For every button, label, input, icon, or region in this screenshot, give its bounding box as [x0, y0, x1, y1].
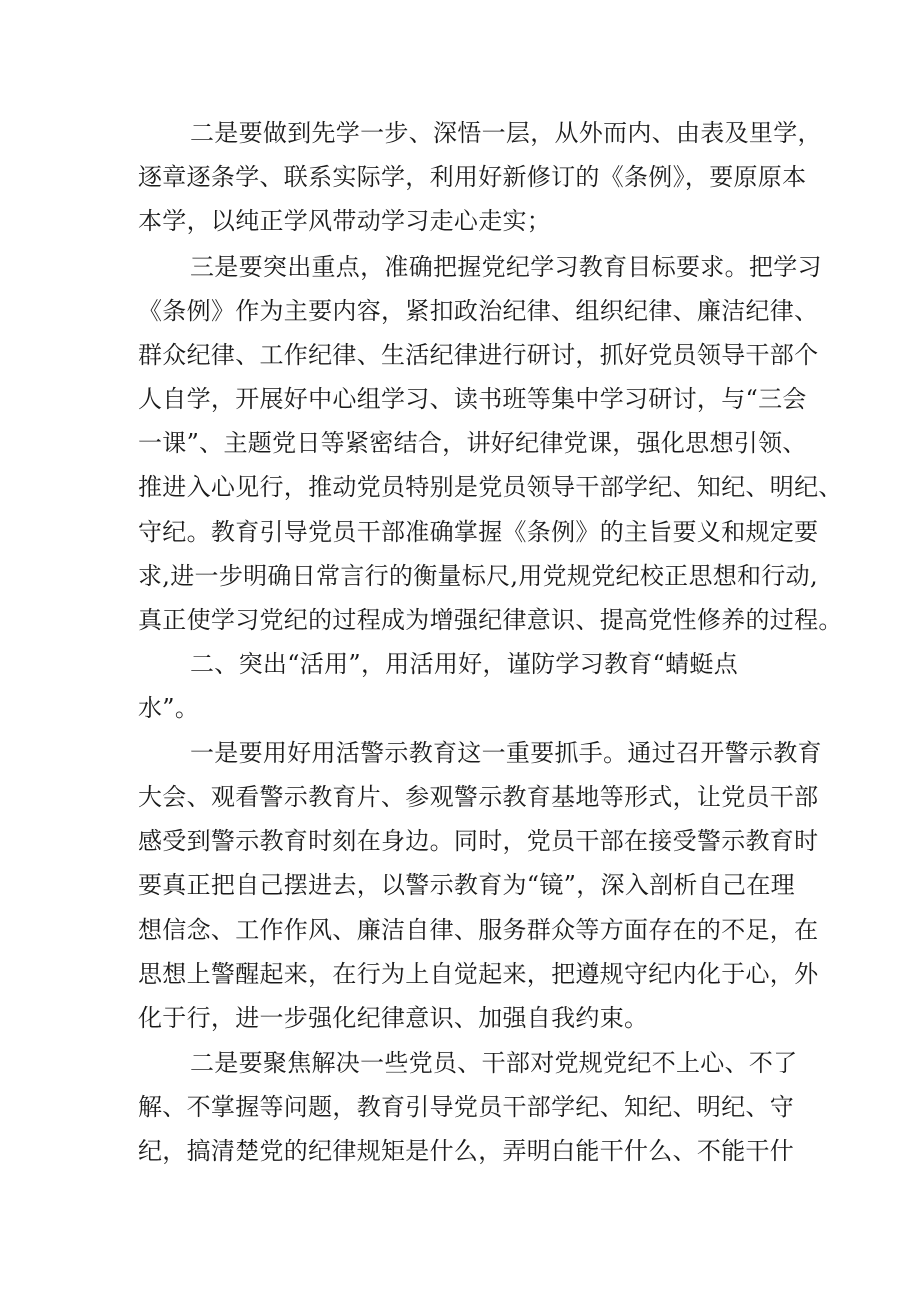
- text-line: 感受到警示教育时刻在身边。同时，党员干部在接受警示教育时: [138, 827, 819, 855]
- text-line: 一课”、主题党日等紧密结合，讲好纪律党课，强化思想引领、: [138, 429, 807, 457]
- text-line: 三是要突出重点，准确把握党纪学习教育目标要求。把学习: [190, 253, 822, 281]
- text-line: 思想上警醒起来，在行为上自觉起来，把遵规守纪内化于心，外: [138, 960, 819, 988]
- text-line: 一是要用好用活警示教育这一重要抓手。通过召开警示教育: [190, 739, 822, 767]
- text-line: 本学，以纯正学风带动学习走心走实；: [138, 207, 552, 235]
- text-line: 逐章逐条学、联系实际学，利用好新修订的《条例》，要原原本: [138, 163, 807, 191]
- text-line: 推进入心见行，推动党员特别是党员领导干部学纪、知纪、明纪、: [138, 473, 843, 501]
- text-line: 群众纪律、工作纪律、生活纪律进行研讨，抓好党员领导干部个: [138, 341, 819, 369]
- section-heading: 二、突出“活用”，用活用好，谨防学习教育“蜻蜓点: [190, 650, 739, 678]
- text-line: 《条例》作为主要内容，紧扣政治纪律、组织纪律、廉洁纪律、: [138, 297, 819, 325]
- text-line: 二是要做到先学一步、深悟一层，从外而内、由表及里学，: [190, 119, 822, 147]
- text-line: 守纪。教育引导党员干部准确掌握《条例》的主旨要义和规定要: [138, 518, 819, 546]
- text-line: 真正使学习党纪的过程成为增强纪律意识、提高党性修养的过程。: [138, 606, 843, 634]
- text-line: 二是要聚焦解决一些党员、干部对党规党纪不上心、不了: [190, 1049, 798, 1077]
- text-line: 解、不掌握等问题，教育引导党员干部学纪、知纪、明纪、守: [138, 1093, 795, 1121]
- text-line: 想信念、工作作风、廉洁自律、服务群众等方面存在的不足，在: [138, 916, 819, 944]
- text-line: 求,进一步明确日常言行的衡量标尺,用党规党纪校正思想和行动,: [138, 562, 818, 590]
- text-line: 化于行，进一步强化纪律意识、加强自我约束。: [138, 1004, 649, 1032]
- text-line: 大会、观看警示教育片、参观警示教育基地等形式，让党员干部: [138, 783, 819, 811]
- text-line: 要真正把自己摆进去，以警示教育为“镜”，深入剖析自己在理: [138, 871, 795, 899]
- text-line: 人自学，开展好中心组学习、读书班等集中学习研讨，与“三会: [138, 385, 807, 413]
- text-line: 纪，搞清楚党的纪律规矩是什么，弄明白能干什么、不能干什: [138, 1137, 795, 1165]
- section-heading: 水”。: [138, 694, 200, 722]
